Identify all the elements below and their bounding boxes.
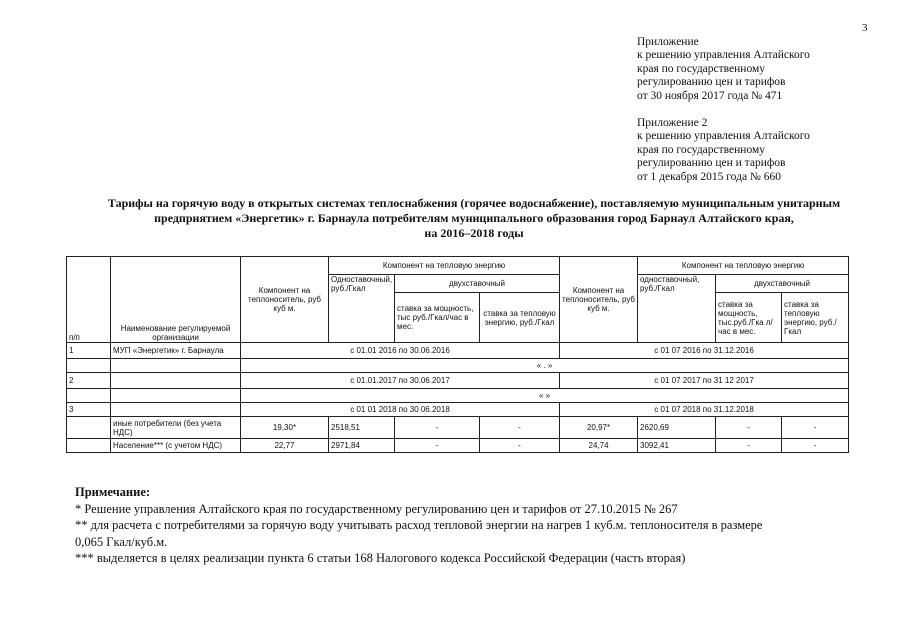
single-rate-value: 3092,41: [638, 439, 716, 453]
notes-block: [75, 484, 762, 567]
carrier-value: 19,30*: [241, 417, 329, 439]
annex-line: регулированию цен и тарифов: [637, 76, 786, 89]
energy-value: -: [782, 439, 849, 453]
single-rate-value: 2971,84: [329, 439, 395, 453]
table-row: [67, 373, 849, 389]
annex-line: от 30 ноября 2017 года № 471: [637, 89, 783, 102]
row-num: 2: [67, 373, 111, 389]
carrier-value: 20,97*: [560, 417, 638, 439]
notes-heading: Примечание:: [75, 485, 151, 499]
header-heat-component: Компонент на тепловую энергию: [329, 257, 560, 275]
header-energy-rate: ставка за тепловую энергию, руб./Гкал: [480, 293, 560, 343]
table-row: [67, 439, 849, 453]
single-rate-value: 2518,51: [329, 417, 395, 439]
period-cell: с 01 07 2016 по 31.12.2016: [560, 343, 849, 359]
annex-line: Приложение 2: [637, 117, 708, 129]
table-row: [67, 359, 849, 373]
table-row: [67, 403, 849, 417]
header-two-rate-2: двухставочный: [716, 275, 849, 293]
header-energy-rate-2: ставка за тепловую энергию, руб./Гкал: [782, 293, 849, 343]
annex-line: от 1 декабря 2015 года № 660: [637, 170, 782, 183]
consumer-group: Население*** (с учетом НДС): [111, 439, 241, 453]
note-line: *** выделяется в целях реализации пункта 6 статьи 168 Налогового кодекса Российской Федерации (часть вторая): [75, 551, 686, 566]
header-single-rate: Одноставочный, руб./Гкал: [329, 275, 395, 343]
single-rate-value: 2620,69: [638, 417, 716, 439]
energy-value: -: [782, 417, 849, 439]
energy-value: -: [480, 439, 560, 453]
title-line: на 2016–2018 годы: [424, 226, 524, 240]
carrier-value: 24,74: [560, 439, 638, 453]
annex-line: регулированию цен и тарифов: [637, 157, 786, 170]
annex-line: края по государственному: [637, 143, 765, 156]
tariffs-table: [66, 256, 849, 453]
annex-block-1: [637, 36, 810, 103]
capacity-value: -: [716, 417, 782, 439]
table-row: [67, 343, 849, 359]
header-single-rate-2: одноставочный, руб./Гкал: [638, 275, 716, 343]
capacity-value: -: [395, 439, 480, 453]
annex-line: к решению управления Алтайского: [637, 130, 810, 143]
table-row: [67, 389, 849, 403]
period-cell: с 01.01 2016 по 30.06.2016: [241, 343, 560, 359]
annex-line: края по государственному: [637, 62, 765, 75]
capacity-value: -: [395, 417, 480, 439]
page-number: 3: [862, 22, 868, 34]
header-row: [67, 257, 849, 275]
annex-line: Приложение: [637, 36, 699, 48]
consumer-group: иные потребители (без учета НДС): [111, 417, 241, 439]
org-name: МУП «Энергетик» г. Барнаула: [111, 343, 241, 359]
row-num: 3: [67, 403, 111, 417]
header-capacity-rate-2: ставка за мощность, тыс.руб./Гка л/час в мес.: [716, 293, 782, 343]
period-cell: с 01 07 2018 по 31.12.2018: [560, 403, 849, 417]
note-line: ** для расчета с потребителями за горячую воду учитывать расход тепловой энергии на нагрев 1 куб.м. теплоносителя в размере: [75, 518, 763, 533]
title-line: предприятием «Энергетик» г. Барнаула потребителям муниципального образования город Барнаул Алтайского края,: [154, 211, 794, 225]
carrier-value: 22,77: [241, 439, 329, 453]
note-line: 0,065 Гкал/куб.м.: [75, 534, 168, 549]
document-title: [40, 196, 905, 241]
period-cell: с 01.01.2017 по 30.06.2017: [241, 373, 560, 389]
header-two-rate: двухставочный: [395, 275, 560, 293]
ditto-mark: « . »: [241, 359, 849, 373]
ditto-mark: « »: [241, 389, 849, 403]
header-capacity-rate: ставка за мощность, тыс руб./Гкал/час в мес.: [395, 293, 480, 343]
period-cell: с 01 01 2018 по 30 06.2018: [241, 403, 560, 417]
header-carrier-2: Компонент на теплоноситель, руб куб м.: [560, 257, 638, 343]
annex-block-2: [637, 117, 810, 184]
header-carrier: Компонент на теплоноситель, руб куб м.: [241, 257, 329, 343]
row-num: 1: [67, 343, 111, 359]
annex-line: к решению управления Алтайского: [637, 49, 810, 62]
header-num: п/п: [67, 257, 111, 343]
header-name: Наименование регулируемой организации: [111, 257, 241, 343]
header-heat-component-2: Компонент на тепловую энергию: [638, 257, 849, 275]
table-row: [67, 417, 849, 439]
energy-value: -: [480, 417, 560, 439]
capacity-value: -: [716, 439, 782, 453]
note-line: * Решение управления Алтайского края по государственному регулированию цен и тарифов от 27.10.2015 № 267: [75, 501, 678, 516]
period-cell: с 01 07 2017 по 31 12 2017: [560, 373, 849, 389]
title-line: Тарифы на горячую воду в открытых системах теплоснабжения (горячее водоснабжение), поставляемую муниципальным унитарным: [107, 196, 841, 210]
